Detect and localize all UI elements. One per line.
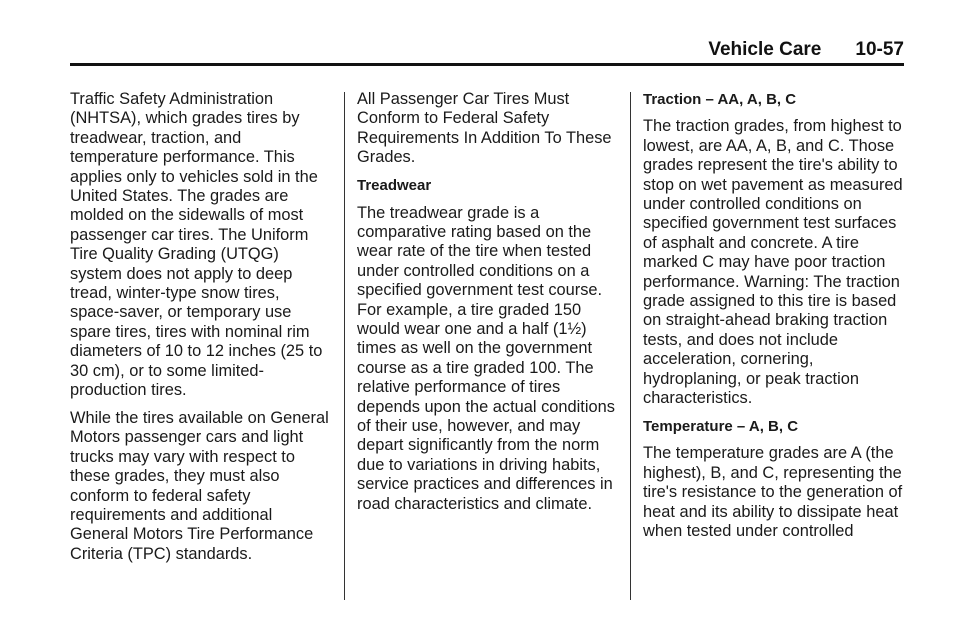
temperature-heading: Temperature – A, B, C — [643, 418, 799, 435]
column-1 — [70, 90, 330, 573]
temperature-paragraph: The temperature grades are A (the highest), B, and C, representing the tire's resistance to the generation of heat and its ability to dissipate heat when tested under controlled — [643, 444, 903, 541]
page-number: 10-57 — [855, 39, 904, 60]
header-rule — [70, 63, 904, 66]
gm-tpc-paragraph: While the tires available on General Motors passenger cars and light trucks may vary with respect to these grades, they must also conform to federal safety requirements and additional General Motors Tire Performance Criteria (TPC) standards. — [70, 409, 329, 563]
conformance-paragraph: All Passenger Car Tires Must Conform to Federal Safety Requirements In Addition To These Grades. — [357, 90, 612, 167]
section-title: Vehicle Care — [708, 39, 822, 60]
page-header — [708, 38, 904, 62]
column-2 — [357, 90, 619, 523]
traction-paragraph: The traction grades, from highest to lowest, are AA, A, B, and C. Those grades represent the tire's ability to stop on wet pavement as measured under controlled conditions on specified government test surfaces of asphalt and concrete. A tire marked C may have poor traction performance. Warning: The traction grade assigned to this tire is based on straight-ahead braking traction tests, and does not include acceleration, cornering, hydroplaning, or peak traction characteristics. — [643, 117, 903, 408]
treadwear-paragraph: The treadwear grade is a comparative rating based on the wear rate of the tire when tested under controlled conditions on a specified government test course. For example, a tire graded 150 would wear one and a half (1½) times as well on the government course as a tire graded 100. The relative performance of tires depends upon the actual conditions of their use, however, and may depart significantly from the norm due to variations in driving habits, service practices and differences in road characteristics and climate. — [357, 203, 615, 513]
treadwear-heading: Treadwear — [357, 177, 432, 195]
utqg-intro-paragraph: Traffic Safety Administration (NHTSA), which grades tires by treadwear, traction, and temperature performance. This applies only to vehicles sold in the United States. The grades are molded on the sidewalls of most passenger car tires. The Uniform Tire Quality Grading (UTQG) system does not apply to deep tread, winter-type snow tires, space-saver, or temporary use spare tires, tires with nominal rim diameters of 10 to 12 inches (25 to 30 cm), or to some limited-production tires. — [70, 90, 323, 400]
column-divider — [630, 92, 631, 600]
traction-heading: Traction – AA, A, B, C — [643, 91, 797, 108]
column-3 — [643, 90, 907, 550]
column-divider — [344, 92, 345, 600]
